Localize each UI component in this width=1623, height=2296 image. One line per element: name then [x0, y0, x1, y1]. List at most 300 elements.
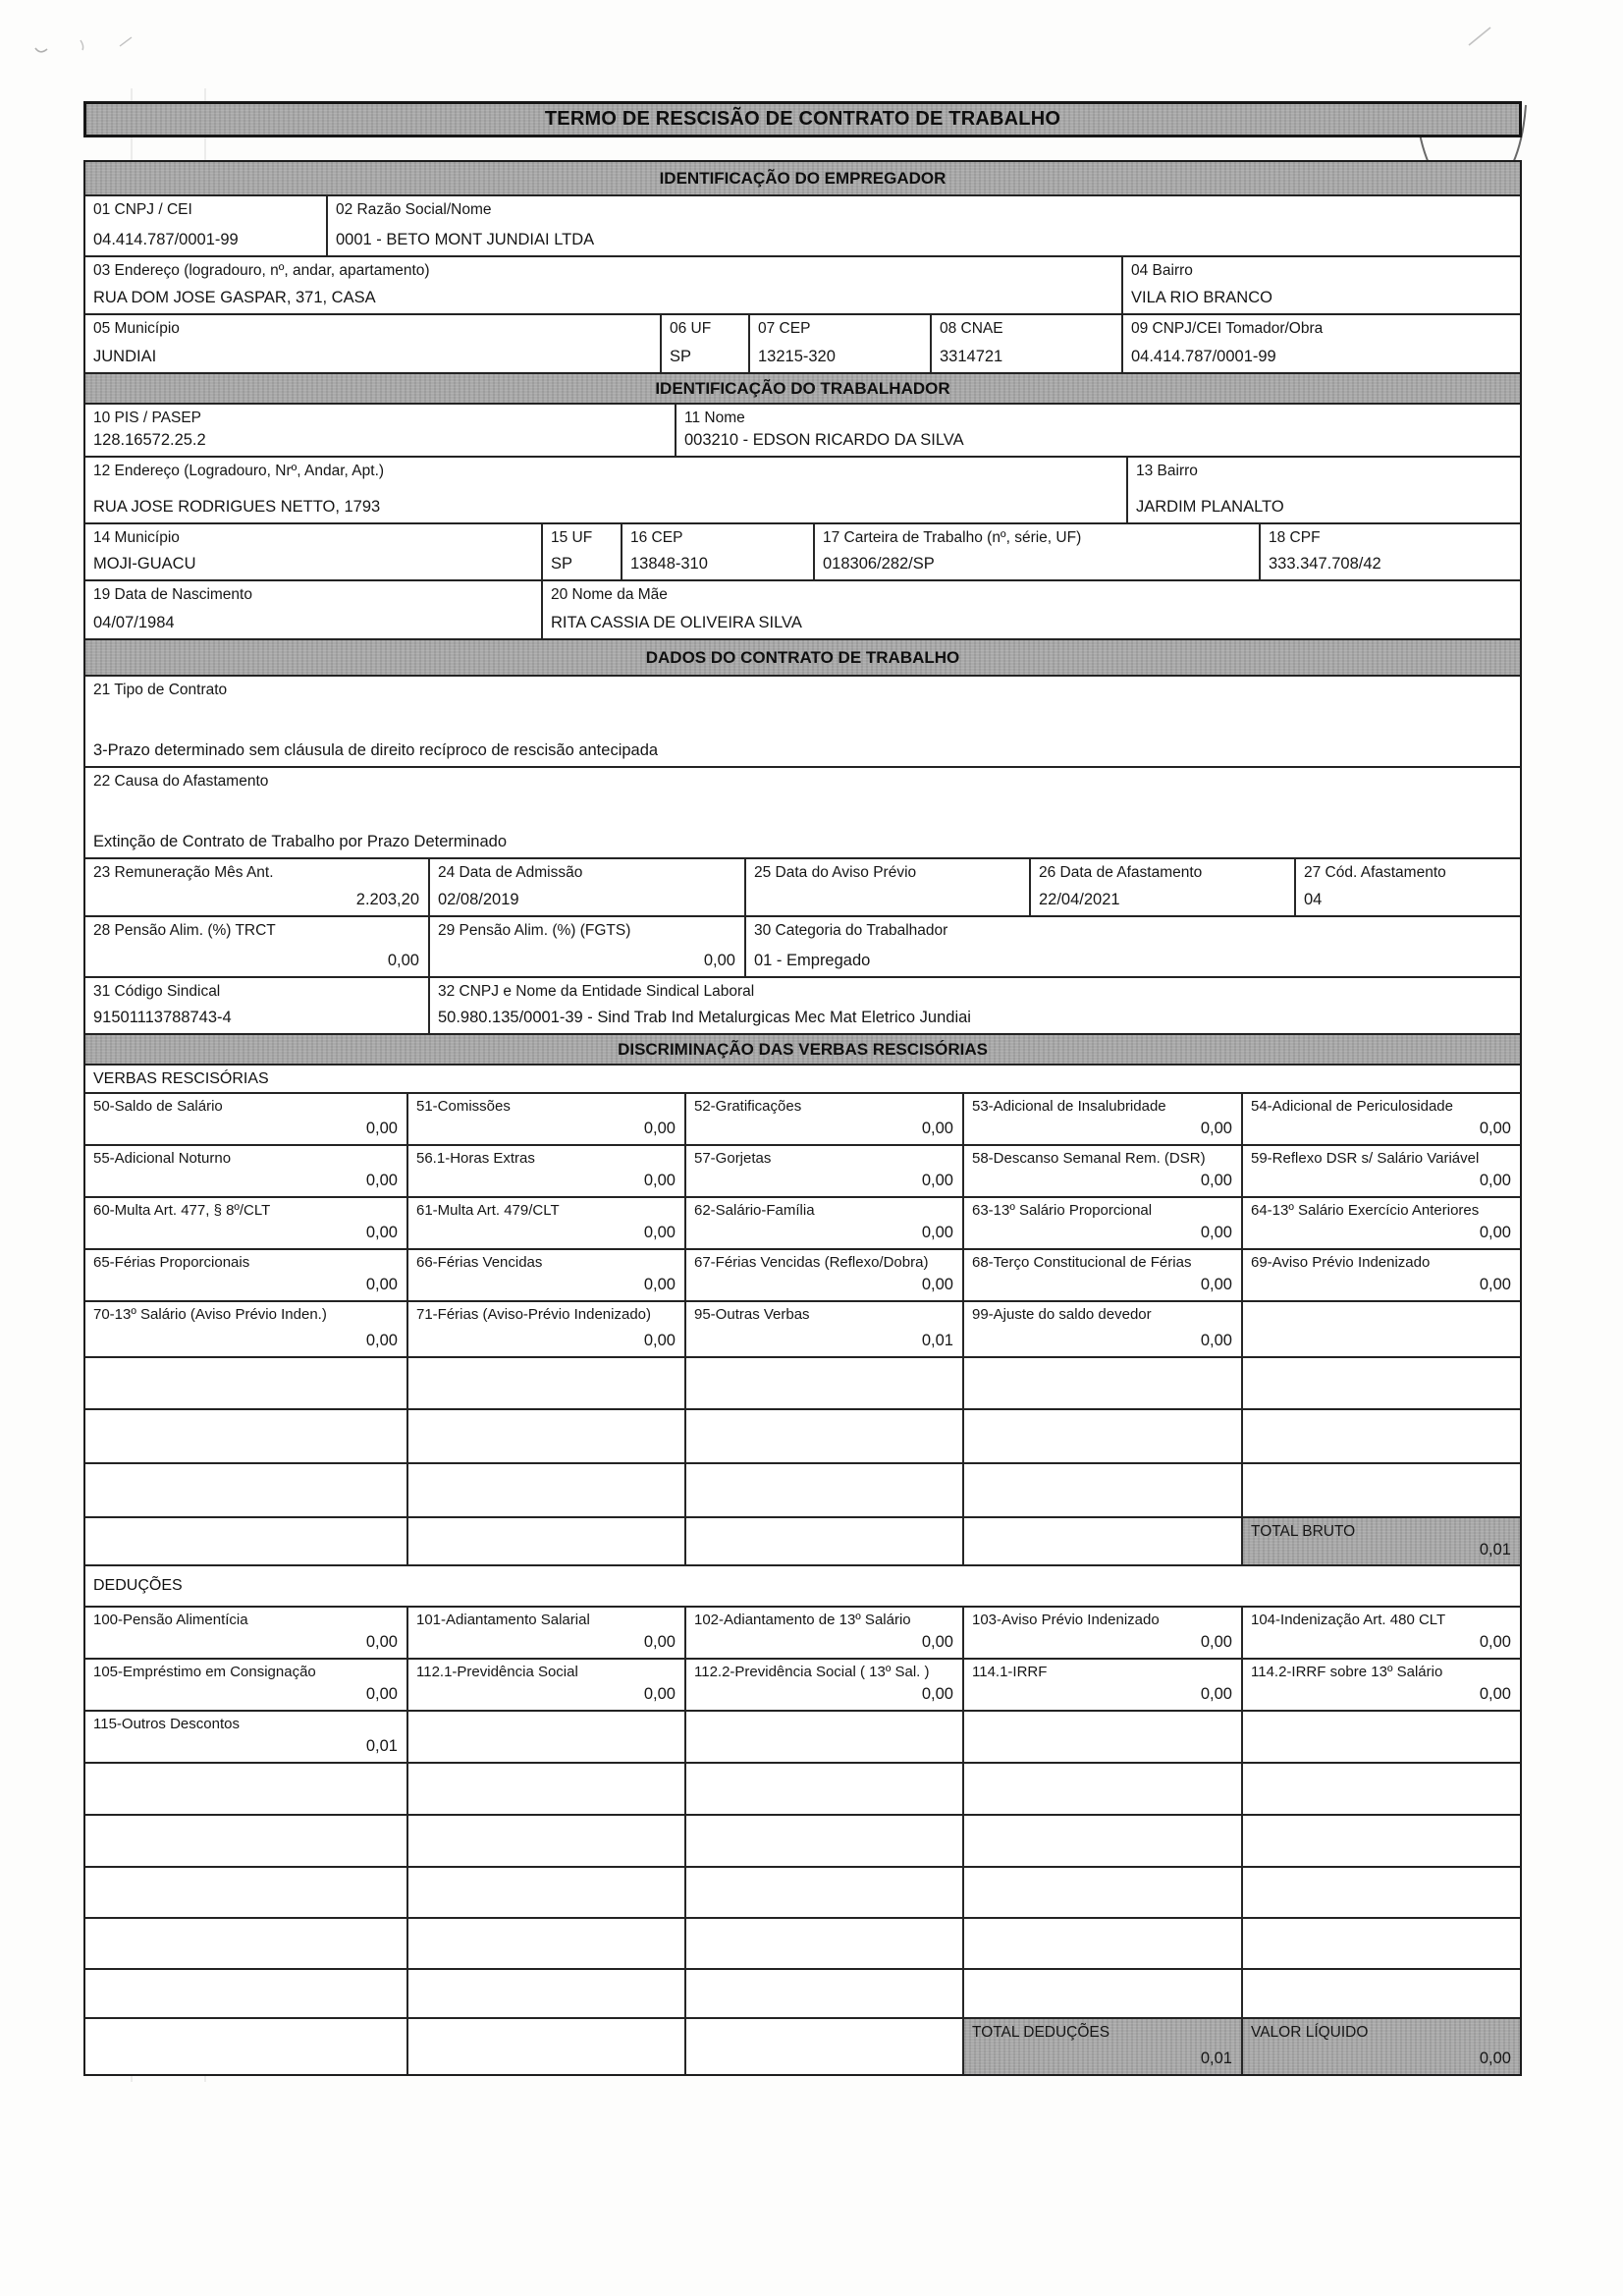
field-value: 2.203,20 [355, 891, 419, 909]
field-value: RUA DOM JOSE GASPAR, 371, CASA [93, 289, 376, 307]
field-label: 15 UF [551, 529, 593, 546]
field-label: 67-Férias Vencidas (Reflexo/Dobra) [694, 1254, 929, 1271]
field-label: 114.1-IRRF [972, 1664, 1048, 1680]
row-endereco-bairro-trabalhador [85, 456, 1520, 522]
field-label: 100-Pensão Alimentícia [93, 1612, 248, 1628]
field-value: 04/07/1984 [93, 614, 175, 632]
field-label: 103-Aviso Prévio Indenizado [972, 1612, 1160, 1628]
field-value: 0,00 [387, 952, 419, 970]
field-value: 3-Prazo determinado sem cláusula de direito recíproco de rescisão antecipada [93, 741, 659, 760]
verbas-row [85, 1144, 1520, 1196]
field-value: 0,00 [365, 1685, 398, 1704]
document-title-bar [83, 101, 1522, 137]
field-label: 02 Razão Social/Nome [336, 201, 492, 218]
field-label: 31 Código Sindical [93, 983, 221, 1000]
field-label: 101-Adiantamento Salarial [416, 1612, 590, 1628]
empty-cell [85, 1970, 406, 2017]
verba-cell-50 [85, 1094, 406, 1144]
field-value: 0,00 [643, 1685, 676, 1704]
verba-cell-61 [406, 1198, 684, 1248]
verba-cell-empty [1241, 1302, 1520, 1356]
field-label: 11 Nome [684, 410, 745, 426]
document-title: TERMO DE RESCISÃO DE CONTRATO DE TRABALHO [544, 108, 1061, 130]
field-value: 0,01 [921, 1332, 953, 1350]
empty-cell [962, 1816, 1241, 1866]
field-label: 70-13º Salário (Aviso Prévio Inden.) [93, 1306, 327, 1323]
field-value: 13848-310 [630, 555, 708, 574]
field-value: 0,00 [365, 1276, 398, 1294]
section-header-trabalhador [85, 372, 1520, 403]
field-value: 0,00 [643, 1224, 676, 1242]
empty-cell [684, 1712, 962, 1762]
field-value: 04 [1304, 891, 1323, 909]
field-label: 62-Salário-Família [694, 1202, 815, 1219]
verbas-row [85, 1300, 1520, 1356]
verba-cell-66 [406, 1250, 684, 1300]
trct-form [83, 160, 1522, 2076]
field-label: 14 Município [93, 529, 180, 546]
field-label: 112.2-Previdência Social ( 13º Sal. ) [694, 1664, 930, 1680]
deducoes-empty-row [85, 1762, 1520, 1814]
field-value: 0,00 [643, 1332, 676, 1350]
verbas-row [85, 1196, 1520, 1248]
field-label: 18 CPF [1269, 529, 1321, 546]
field-value: 0,00 [365, 1120, 398, 1138]
field-value: 04.414.787/0001-99 [93, 231, 239, 249]
field-endereco-empregador [85, 257, 1121, 313]
field-value: SP [551, 555, 573, 574]
field-label: 03 Endereço (logradouro, nº, andar, apartamento) [93, 262, 430, 279]
field-value: 003210 - EDSON RICARDO DA SILVA [684, 431, 964, 450]
deducoes-empty-row [85, 1968, 1520, 2017]
field-value: 02/08/2019 [438, 891, 519, 909]
deducao-cell-114-1 [962, 1660, 1241, 1710]
deducoes-empty-row [85, 1917, 1520, 1968]
field-label: 51-Comissões [416, 1098, 511, 1115]
field-value: 0,00 [1479, 1172, 1511, 1190]
verba-cell-56-1 [406, 1146, 684, 1196]
deducao-cell-103 [962, 1608, 1241, 1658]
field-entidade-sindical [428, 978, 1520, 1033]
field-label: 05 Município [93, 320, 180, 337]
empty-cell [406, 1816, 684, 1866]
field-causa-afastamento [85, 768, 1520, 857]
valor-liquido-value: 0,00 [1479, 2050, 1511, 2068]
field-value: 0,00 [921, 1685, 953, 1704]
verba-cell-57 [684, 1146, 962, 1196]
empty-cell [962, 1410, 1241, 1462]
valor-liquido-label: VALOR LÍQUIDO [1251, 2024, 1369, 2041]
empty-cell [406, 1464, 684, 1516]
field-value: 01 - Empregado [754, 952, 871, 970]
field-uf-trabalhador [541, 524, 621, 579]
deducoes-row [85, 1710, 1520, 1762]
deducao-cell-100 [85, 1608, 406, 1658]
field-value: 0,01 [365, 1737, 398, 1756]
field-value: 0,00 [643, 1633, 676, 1652]
field-municipio-trabalhador [85, 524, 541, 579]
empty-cell [406, 1764, 684, 1814]
valor-liquido-cell [1241, 2019, 1520, 2074]
field-codigo-sindical [85, 978, 428, 1033]
verbas-empty-row [85, 1462, 1520, 1516]
row-endereco-bairro-empregador [85, 255, 1520, 313]
field-value: 018306/282/SP [823, 555, 935, 574]
field-value: JUNDIAI [93, 348, 157, 366]
field-value: 0,00 [365, 1332, 398, 1350]
field-bairro-empregador [1121, 257, 1520, 313]
field-value: 0,00 [1200, 1633, 1232, 1652]
field-value: SP [670, 348, 692, 366]
deducao-cell-112-2 [684, 1660, 962, 1710]
empty-cell [962, 1712, 1241, 1762]
verbas-table-label-row [85, 1064, 1520, 1092]
field-label: 13 Bairro [1136, 463, 1198, 479]
deducao-cell-105 [85, 1660, 406, 1710]
field-value: Extinção de Contrato de Trabalho por Prazo Determinado [93, 833, 507, 851]
section-header-verbas [85, 1033, 1520, 1064]
field-value: 0,00 [1200, 1172, 1232, 1190]
empty-cell [406, 1410, 684, 1462]
verba-cell-59 [1241, 1146, 1520, 1196]
field-value: 0,00 [365, 1172, 398, 1190]
deducoes-row [85, 1658, 1520, 1710]
field-label: 114.2-IRRF sobre 13º Salário [1251, 1664, 1443, 1680]
field-value: 0,00 [921, 1276, 953, 1294]
section-header-text: IDENTIFICAÇÃO DO TRABALHADOR [655, 378, 950, 398]
field-label: 09 CNPJ/CEI Tomador/Obra [1131, 320, 1324, 337]
field-municipio-empregador [85, 315, 660, 372]
field-pis-pasep [85, 405, 675, 456]
deducao-cell-114-2 [1241, 1660, 1520, 1710]
deducoes-empty-row [85, 1866, 1520, 1917]
empty-cell [684, 1464, 962, 1516]
field-value: MOJI-GUACU [93, 555, 196, 574]
empty-cell [684, 1518, 962, 1564]
field-value: JARDIM PLANALTO [1136, 498, 1284, 517]
field-label: 57-Gorjetas [694, 1150, 772, 1167]
row-tipo-contrato [85, 675, 1520, 766]
field-label: 21 Tipo de Contrato [93, 682, 228, 698]
field-label: 99-Ajuste do saldo devedor [972, 1306, 1152, 1323]
field-nome-trabalhador [675, 405, 1520, 456]
section-header-contrato [85, 638, 1520, 675]
empty-cell [962, 1464, 1241, 1516]
row-municipio-trabalhador [85, 522, 1520, 579]
field-carteira-trabalho [813, 524, 1259, 579]
field-label: 50-Saldo de Salário [93, 1098, 223, 1115]
field-cod-afastamento [1294, 859, 1520, 915]
row-sindical [85, 976, 1520, 1033]
field-label: 63-13º Salário Proporcional [972, 1202, 1153, 1219]
empty-cell [962, 1764, 1241, 1814]
field-label: 58-Descanso Semanal Rem. (DSR) [972, 1150, 1206, 1167]
field-label: 01 CNPJ / CEI [93, 201, 192, 218]
field-label: 08 CNAE [940, 320, 1003, 337]
row-nascimento-mae [85, 579, 1520, 638]
verba-cell-70 [85, 1302, 406, 1356]
field-value: 13215-320 [758, 348, 836, 366]
verba-cell-69 [1241, 1250, 1520, 1300]
empty-cell [406, 1868, 684, 1917]
verba-cell-58 [962, 1146, 1241, 1196]
field-uf-empregador [660, 315, 748, 372]
empty-cell [85, 1816, 406, 1866]
deducao-cell-104 [1241, 1608, 1520, 1658]
verba-cell-62 [684, 1198, 962, 1248]
row-cnpj-razao [85, 194, 1520, 255]
empty-cell [1241, 1868, 1520, 1917]
verba-cell-65 [85, 1250, 406, 1300]
total-bruto-label: TOTAL BRUTO [1251, 1523, 1356, 1540]
field-label: 29 Pensão Alim. (%) (FGTS) [438, 922, 631, 939]
field-tipo-contrato [85, 677, 1520, 766]
field-value: 0,00 [921, 1633, 953, 1652]
field-label: 71-Férias (Aviso-Prévio Indenizado) [416, 1306, 651, 1323]
field-bairro-trabalhador [1126, 458, 1520, 522]
empty-cell [406, 1919, 684, 1968]
field-data-nascimento [85, 581, 541, 638]
field-value: 0,00 [1479, 1276, 1511, 1294]
field-label: 52-Gratificações [694, 1098, 802, 1115]
row-causa-afastamento [85, 766, 1520, 857]
field-label: 115-Outros Descontos [93, 1716, 240, 1732]
field-label: 112.1-Previdência Social [416, 1664, 578, 1680]
empty-cell [962, 1358, 1241, 1408]
field-label: 26 Data de Afastamento [1039, 864, 1203, 881]
empty-cell [85, 1868, 406, 1917]
deducao-cell-112-1 [406, 1660, 684, 1710]
total-bruto-value: 0,01 [1479, 1541, 1511, 1559]
empty-cell [962, 1518, 1241, 1564]
field-label: 66-Férias Vencidas [416, 1254, 543, 1271]
field-label: 07 CEP [758, 320, 811, 337]
row-pensao-categoria [85, 915, 1520, 976]
empty-cell [1241, 1970, 1520, 2017]
field-value: 0,00 [921, 1224, 953, 1242]
empty-cell [1241, 1712, 1520, 1762]
field-data-admissao [428, 859, 744, 915]
verba-cell-52 [684, 1094, 962, 1144]
field-label: 32 CNPJ e Nome da Entidade Sindical Laboral [438, 983, 755, 1000]
empty-cell [1241, 1919, 1520, 1968]
field-label: 10 PIS / PASEP [93, 410, 201, 426]
empty-cell [684, 1868, 962, 1917]
verbas-empty-row [85, 1356, 1520, 1408]
field-label: 23 Remuneração Mês Ant. [93, 864, 274, 881]
field-label: 27 Cód. Afastamento [1304, 864, 1446, 881]
field-cep-empregador [748, 315, 930, 372]
field-value: 0,00 [643, 1120, 676, 1138]
empty-cell [962, 1970, 1241, 2017]
field-value: 0,00 [1479, 1224, 1511, 1242]
field-label: 19 Data de Nascimento [93, 586, 252, 603]
field-label: 30 Categoria do Trabalhador [754, 922, 948, 939]
field-label: 102-Adiantamento de 13º Salário [694, 1612, 911, 1628]
field-label: 55-Adicional Noturno [93, 1150, 232, 1167]
verba-cell-99 [962, 1302, 1241, 1356]
total-bruto-cell [1241, 1518, 1520, 1564]
field-label: 56.1-Horas Extras [416, 1150, 535, 1167]
field-label: 64-13º Salário Exercício Anteriores [1251, 1202, 1480, 1219]
field-value: 0,00 [1200, 1332, 1232, 1350]
section-header-text: DISCRIMINAÇÃO DAS VERBAS RESCISÓRIAS [618, 1039, 988, 1059]
empty-cell [684, 1816, 962, 1866]
verba-cell-60 [85, 1198, 406, 1248]
empty-cell [1241, 1410, 1520, 1462]
field-label: 06 UF [670, 320, 712, 337]
empty-cell [85, 1518, 406, 1564]
deducoes-table-label: DEDUÇÕES [93, 1577, 183, 1594]
field-value: 0,00 [1200, 1276, 1232, 1294]
field-label: 60-Multa Art. 477, § 8º/CLT [93, 1202, 271, 1219]
deducoes-empty-row [85, 1814, 1520, 1866]
row-pis-nome [85, 403, 1520, 456]
empty-cell [684, 1764, 962, 1814]
empty-cell [962, 1868, 1241, 1917]
field-value: 0,00 [921, 1172, 953, 1190]
empty-cell [684, 2019, 962, 2074]
deducao-cell-101 [406, 1608, 684, 1658]
field-label: 53-Adicional de Insalubridade [972, 1098, 1166, 1115]
verba-cell-54 [1241, 1094, 1520, 1144]
empty-cell [85, 1764, 406, 1814]
section-header-text: IDENTIFICAÇÃO DO EMPREGADOR [659, 168, 947, 188]
empty-cell [406, 1518, 684, 1564]
verba-cell-95 [684, 1302, 962, 1356]
verbas-table-label: VERBAS RESCISÓRIAS [93, 1069, 269, 1087]
total-deducoes-label: TOTAL DEDUÇÕES [972, 2024, 1110, 2041]
empty-cell [406, 2019, 684, 2074]
field-label: 65-Férias Proporcionais [93, 1254, 250, 1271]
field-pensao-trct [85, 917, 428, 976]
totals-row [85, 2017, 1520, 2074]
deducoes-table-label-row [85, 1564, 1520, 1606]
verba-cell-55 [85, 1146, 406, 1196]
verba-cell-63 [962, 1198, 1241, 1248]
field-value: 333.347.708/42 [1269, 555, 1381, 574]
field-value: 0,00 [1200, 1685, 1232, 1704]
row-datas-contrato [85, 857, 1520, 915]
empty-cell [406, 1970, 684, 2017]
field-value: 0,00 [1479, 1685, 1511, 1704]
row-municipio-empregador [85, 313, 1520, 372]
field-value: 0,00 [1200, 1224, 1232, 1242]
verba-cell-51 [406, 1094, 684, 1144]
field-cnae [930, 315, 1121, 372]
empty-cell [85, 1410, 406, 1462]
field-value: 22/04/2021 [1039, 891, 1120, 909]
total-deducoes-cell [962, 2019, 1241, 2074]
verbas-row [85, 1092, 1520, 1144]
field-value: 0001 - BETO MONT JUNDIAI LTDA [336, 231, 595, 249]
field-label: 28 Pensão Alim. (%) TRCT [93, 922, 276, 939]
field-cpf [1259, 524, 1520, 579]
empty-cell [684, 1358, 962, 1408]
field-label: 105-Empréstimo em Consignação [93, 1664, 316, 1680]
field-value: 128.16572.25.2 [93, 431, 206, 450]
field-value: 91501113788743-4 [93, 1009, 232, 1027]
verba-cell-53 [962, 1094, 1241, 1144]
empty-cell [1241, 1764, 1520, 1814]
field-label: 16 CEP [630, 529, 683, 546]
field-value: RUA JOSE RODRIGUES NETTO, 1793 [93, 498, 381, 517]
empty-cell [684, 1410, 962, 1462]
deducao-cell-102 [684, 1608, 962, 1658]
empty-cell [85, 1358, 406, 1408]
field-nome-mae [541, 581, 1520, 638]
empty-cell [1241, 1816, 1520, 1866]
verba-cell-67 [684, 1250, 962, 1300]
deducao-cell-115 [85, 1712, 406, 1762]
field-data-aviso-previo [744, 859, 1029, 915]
field-data-afastamento [1029, 859, 1294, 915]
field-label: 95-Outras Verbas [694, 1306, 810, 1323]
field-label: 20 Nome da Mãe [551, 586, 668, 603]
field-value: 3314721 [940, 348, 1003, 366]
field-label: 69-Aviso Prévio Indenizado [1251, 1254, 1431, 1271]
empty-cell [1241, 1464, 1520, 1516]
field-value: 04.414.787/0001-99 [1131, 348, 1276, 366]
field-categoria-trabalhador [744, 917, 1520, 976]
field-label: 17 Carteira de Trabalho (nº, série, UF) [823, 529, 1082, 546]
field-razao-social [326, 196, 1520, 255]
pen-scratch-mark [1461, 20, 1520, 51]
field-label: 04 Bairro [1131, 262, 1193, 279]
field-value: 50.980.135/0001-39 - Sind Trab Ind Metalurgicas Mec Mat Eletrico Jundiai [438, 1009, 971, 1027]
field-value: 0,00 [921, 1120, 953, 1138]
field-label: 54-Adicional de Periculosidade [1251, 1098, 1453, 1115]
empty-cell [85, 1464, 406, 1516]
empty-cell [684, 1970, 962, 2017]
field-label: 12 Endereço (Logradouro, Nrº, Andar, Apt.) [93, 463, 385, 479]
field-cep-trabalhador [621, 524, 813, 579]
field-value: 0,00 [365, 1633, 398, 1652]
field-value: 0,00 [1479, 1120, 1511, 1138]
empty-cell [406, 1712, 684, 1762]
field-value: 0,00 [365, 1224, 398, 1242]
empty-cell [684, 1919, 962, 1968]
verba-cell-68 [962, 1250, 1241, 1300]
pencil-mark [29, 32, 137, 66]
empty-cell [85, 2019, 406, 2074]
field-value: 0,00 [1479, 1633, 1511, 1652]
section-header-text: DADOS DO CONTRATO DE TRABALHO [645, 647, 960, 667]
verba-cell-64 [1241, 1198, 1520, 1248]
field-label: 25 Data do Aviso Prévio [754, 864, 917, 881]
empty-cell [962, 1919, 1241, 1968]
field-label: 22 Causa do Afastamento [93, 773, 269, 790]
total-deducoes-value: 0,01 [1200, 2050, 1232, 2068]
field-endereco-trabalhador [85, 458, 1126, 522]
field-label: 104-Indenização Art. 480 CLT [1251, 1612, 1446, 1628]
field-value: VILA RIO BRANCO [1131, 289, 1272, 307]
field-value: 0,00 [1200, 1120, 1232, 1138]
empty-cell [1241, 1358, 1520, 1408]
field-label: 24 Data de Admissão [438, 864, 583, 881]
empty-cell [406, 1358, 684, 1408]
field-pensao-fgts [428, 917, 744, 976]
verba-cell-71 [406, 1302, 684, 1356]
field-value: RITA CASSIA DE OLIVEIRA SILVA [551, 614, 802, 632]
verbas-empty-row [85, 1408, 1520, 1462]
field-remuneracao [85, 859, 428, 915]
field-cnpj-tomador [1121, 315, 1520, 372]
field-label: 68-Terço Constitucional de Férias [972, 1254, 1192, 1271]
section-header-empregador [85, 162, 1520, 194]
field-value: 0,00 [643, 1172, 676, 1190]
total-bruto-row [85, 1516, 1520, 1564]
